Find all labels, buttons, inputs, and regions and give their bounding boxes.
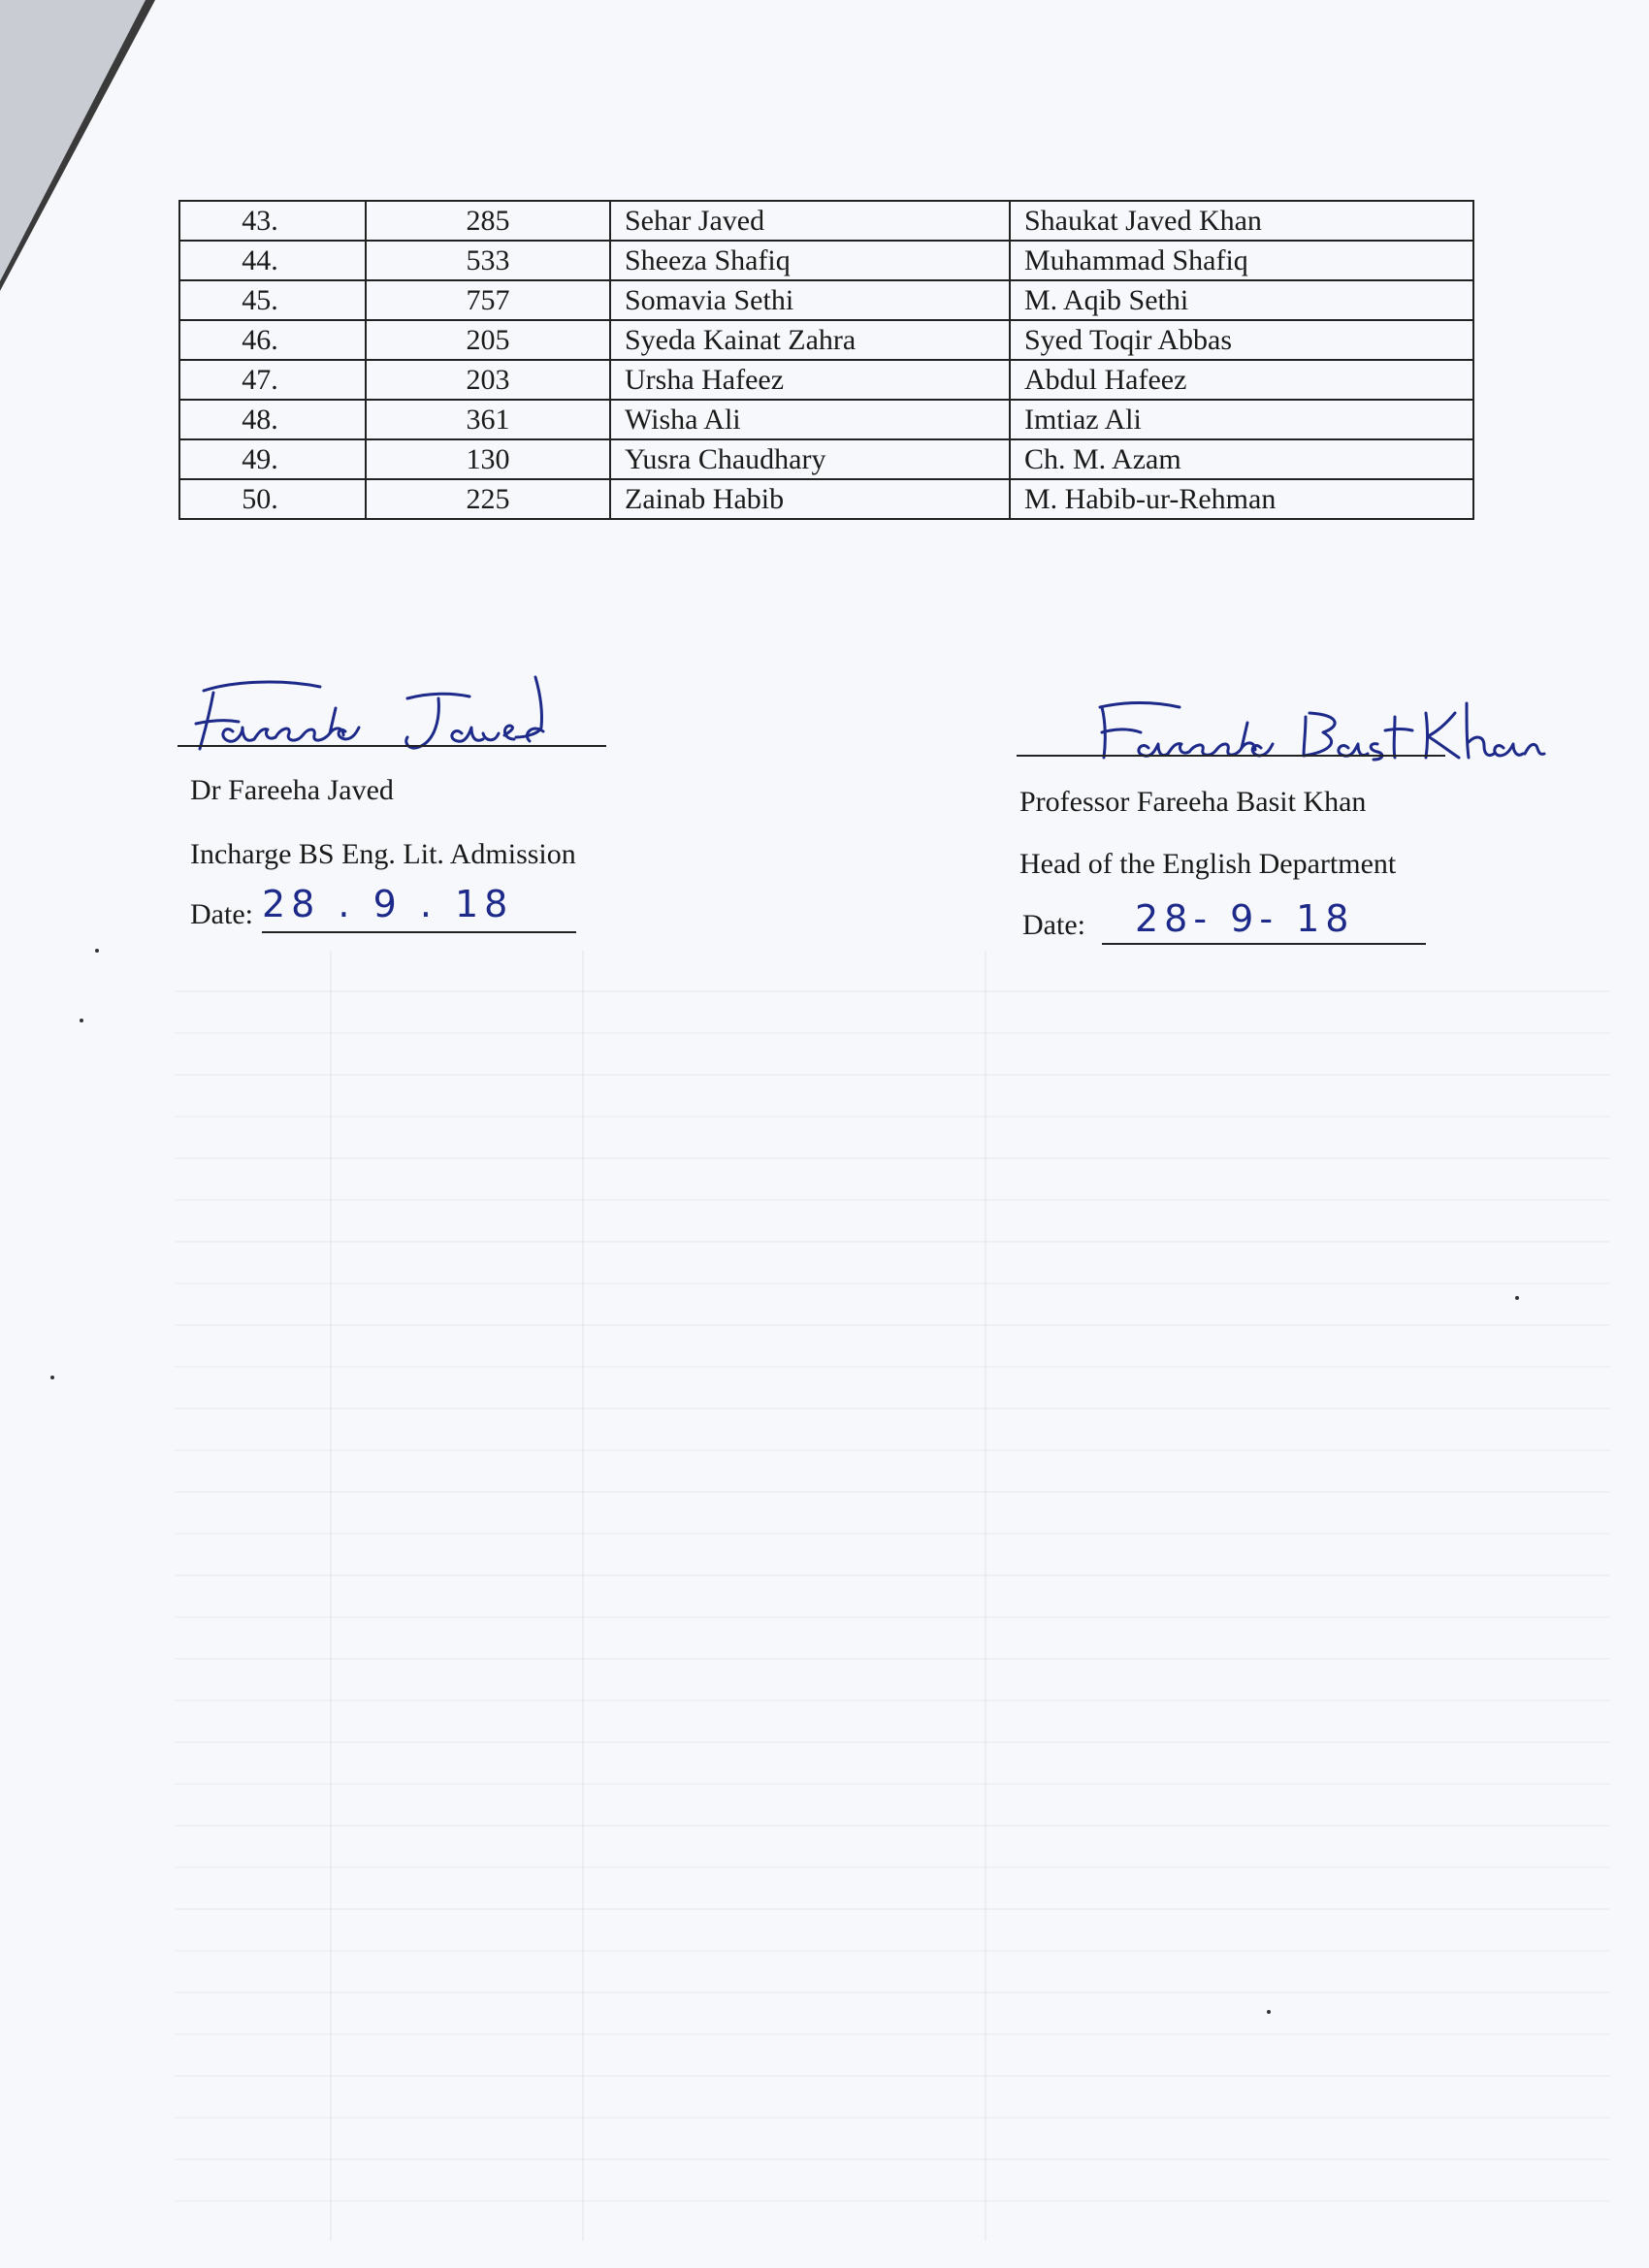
roll-number: 130 bbox=[366, 439, 610, 479]
left-date-line bbox=[262, 931, 576, 933]
table-row bbox=[179, 439, 1473, 479]
left-handwritten-date: 28 . 9 . 18 bbox=[262, 883, 514, 925]
left-signature-line bbox=[178, 745, 606, 747]
table-row bbox=[179, 400, 1473, 439]
right-handwritten-date: 28- 9- 18 bbox=[1135, 897, 1355, 940]
right-signature-line bbox=[1017, 755, 1445, 757]
show-through-table bbox=[175, 951, 1610, 2241]
father-name: Syed Toqir Abbas bbox=[1010, 320, 1473, 360]
father-name: Abdul Hafeez bbox=[1010, 360, 1473, 400]
serial-number: 46. bbox=[179, 320, 366, 360]
show-through-column bbox=[330, 951, 332, 2241]
left-handwritten-signature bbox=[175, 669, 563, 766]
table-row bbox=[179, 241, 1473, 280]
serial-number: 48. bbox=[179, 400, 366, 439]
scan-speck bbox=[1515, 1296, 1519, 1300]
serial-number: 44. bbox=[179, 241, 366, 280]
show-through-column bbox=[985, 951, 986, 2241]
show-through-column bbox=[582, 951, 584, 2241]
student-name: Zainab Habib bbox=[610, 479, 1010, 519]
right-date-label: Date: bbox=[1022, 909, 1085, 941]
serial-number: 49. bbox=[179, 439, 366, 479]
folded-corner-shade bbox=[0, 0, 146, 281]
student-name: Somavia Sethi bbox=[610, 280, 1010, 320]
roll-number: 203 bbox=[366, 360, 610, 400]
right-signatory-name: Professor Fareeha Basit Khan bbox=[1019, 786, 1367, 818]
father-name: M. Aqib Sethi bbox=[1010, 280, 1473, 320]
right-date-line bbox=[1102, 943, 1426, 945]
table-row bbox=[179, 479, 1473, 519]
table-row bbox=[179, 360, 1473, 400]
father-name: M. Habib-ur-Rehman bbox=[1010, 479, 1473, 519]
left-date-label: Date: bbox=[190, 898, 253, 930]
left-signatory-title: Incharge BS Eng. Lit. Admission bbox=[190, 838, 576, 870]
father-name: Ch. M. Azam bbox=[1010, 439, 1473, 479]
father-name: Shaukat Javed Khan bbox=[1010, 201, 1473, 241]
student-name: Wisha Ali bbox=[610, 400, 1010, 439]
student-name: Yusra Chaudhary bbox=[610, 439, 1010, 479]
student-name: Sheeza Shafiq bbox=[610, 241, 1010, 280]
roll-number: 205 bbox=[366, 320, 610, 360]
serial-number: 43. bbox=[179, 201, 366, 241]
serial-number: 45. bbox=[179, 280, 366, 320]
roll-number: 757 bbox=[366, 280, 610, 320]
serial-number: 50. bbox=[179, 479, 366, 519]
table-row bbox=[179, 320, 1473, 360]
father-name: Imtiaz Ali bbox=[1010, 400, 1473, 439]
scan-speck bbox=[50, 1376, 54, 1379]
scan-speck bbox=[80, 1019, 83, 1022]
table-row bbox=[179, 201, 1473, 241]
student-name: Sehar Javed bbox=[610, 201, 1010, 241]
roll-number: 533 bbox=[366, 241, 610, 280]
father-name: Muhammad Shafiq bbox=[1010, 241, 1473, 280]
scan-speck bbox=[95, 949, 99, 953]
roll-number: 225 bbox=[366, 479, 610, 519]
scan-speck bbox=[1267, 2010, 1271, 2014]
roll-number: 285 bbox=[366, 201, 610, 241]
table-row bbox=[179, 280, 1473, 320]
left-signatory-name: Dr Fareeha Javed bbox=[190, 774, 394, 806]
roll-number: 361 bbox=[366, 400, 610, 439]
right-handwritten-signature bbox=[1086, 694, 1552, 771]
student-roster-table bbox=[178, 200, 1474, 520]
right-signatory-title: Head of the English Department bbox=[1019, 848, 1397, 880]
student-name: Ursha Hafeez bbox=[610, 360, 1010, 400]
serial-number: 47. bbox=[179, 360, 366, 400]
student-name: Syeda Kainat Zahra bbox=[610, 320, 1010, 360]
